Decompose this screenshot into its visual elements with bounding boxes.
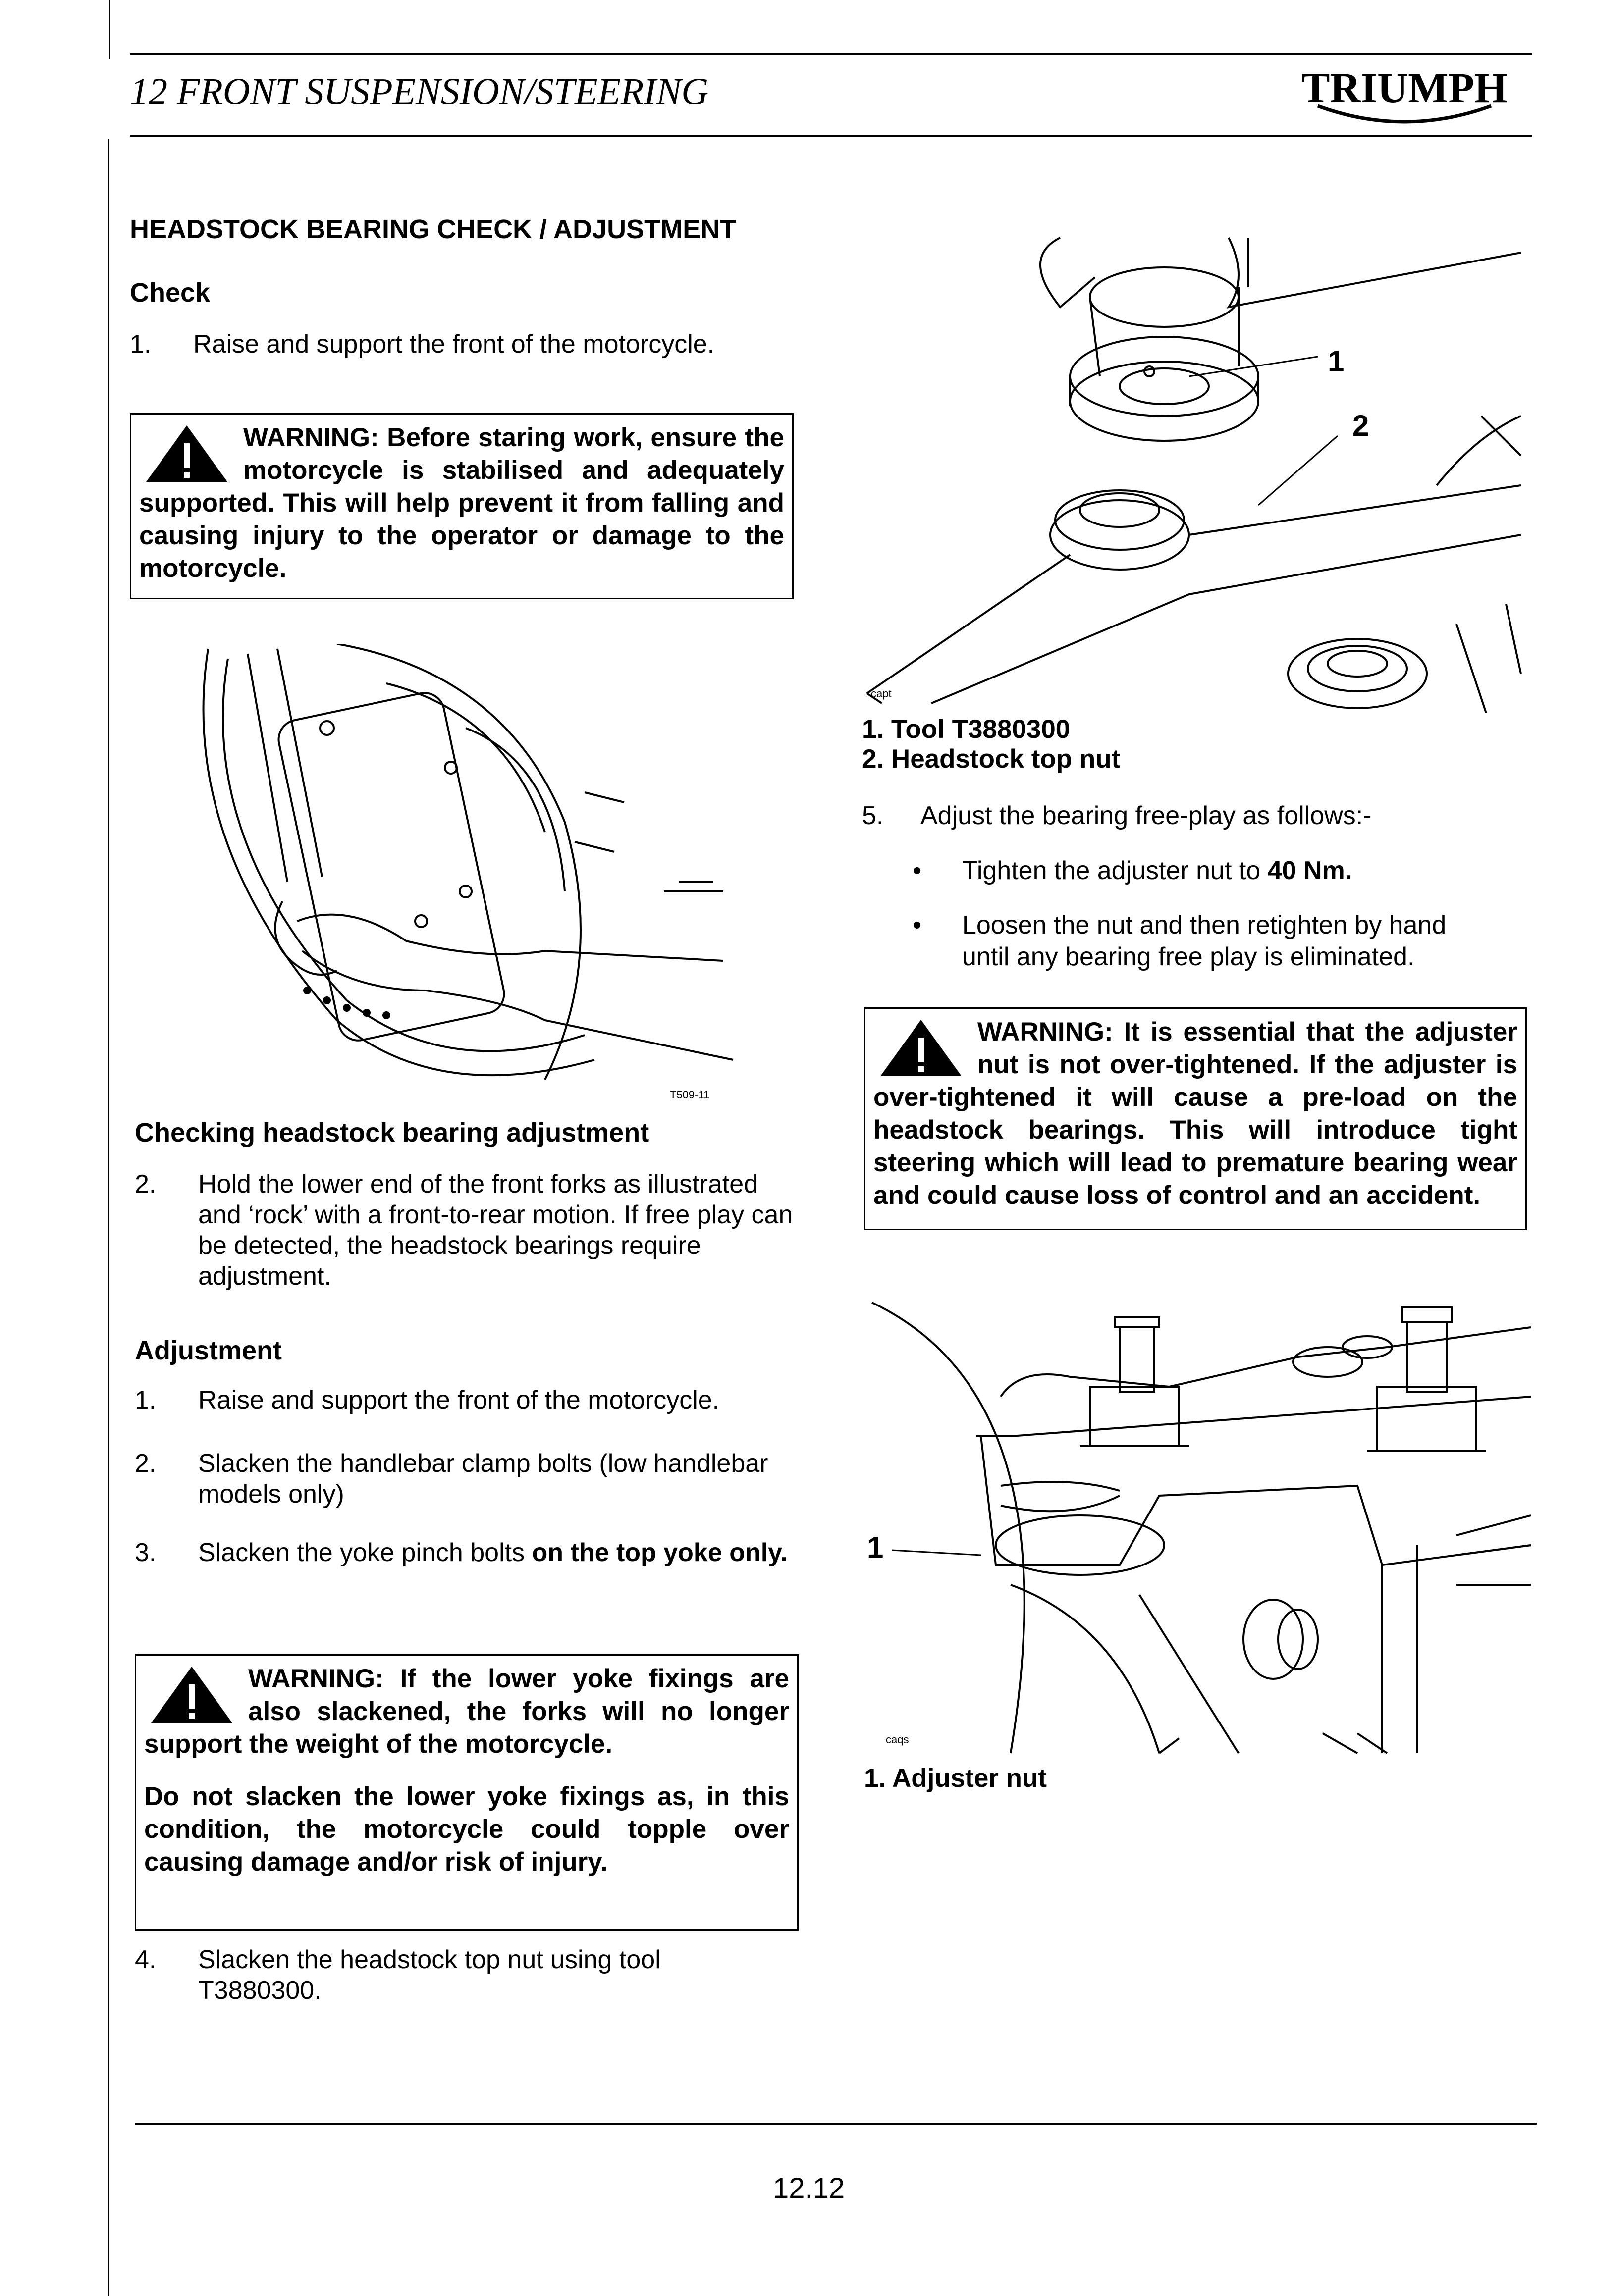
step-number: 3. <box>135 1538 157 1567</box>
warning-adjuster <box>864 1007 1527 1230</box>
tool-legend-2: 2. Headstock top nut <box>862 744 1121 774</box>
warning-triangle-icon <box>873 1018 972 1078</box>
tool-legend-1: 1. Tool T3880300 <box>862 715 1071 744</box>
fork-figure-caption: Checking headstock bearing adjustment <box>135 1118 649 1148</box>
step-number: 2. <box>135 1449 157 1478</box>
bullet-text: Tighten the adjuster nut to <box>962 856 1268 885</box>
footer-rule <box>135 2123 1537 2125</box>
triumph-logo <box>1288 63 1521 133</box>
logo-text: TRIUMPH <box>1301 64 1508 111</box>
section-title: HEADSTOCK BEARING CHECK / ADJUSTMENT <box>130 214 737 244</box>
warning-text: Do not slacken the lower yoke fixings as, in this condition, the motorcycle could topple over causing damage and/or risk of injury. <box>144 1782 789 1877</box>
step-text: Adjust the bearing free-play as follows:- <box>920 801 1372 830</box>
nut-legend: 1. Adjuster nut <box>864 1764 1047 1793</box>
warning-triangle-icon <box>144 1665 243 1725</box>
page-number: 12.12 <box>773 2172 845 2204</box>
header-bottom-rule <box>130 135 1532 137</box>
header-top-rule <box>130 53 1532 55</box>
step-number: 1. <box>135 1386 157 1414</box>
adjustment-heading: Adjustment <box>135 1336 282 1365</box>
callout-1: 1 <box>1328 345 1345 378</box>
step-text: Slacken the headstock top nut using tool T3880300. <box>198 1945 661 2005</box>
step-text: Hold the lower end of the front forks as illustrated and ‘rock’ with a front-to-rear motion. If free play can be detected, the headstock bearings require adjustment. <box>198 1170 793 1291</box>
warning-triangle-icon <box>139 423 238 484</box>
binding-mark <box>108 139 109 2296</box>
warning-text: WARNING: Before staring work, ensure the motorcycle is stabilised and adequately supported. This will help prevent it from falling and causing injury to the operator or damage to the motorcycle. <box>139 423 784 583</box>
chapter-title: 12 FRONT SUSPENSION/STEERING <box>130 71 709 112</box>
fork-rocking-illustration <box>188 644 743 1119</box>
adjuster-nut-illustration <box>862 1288 1536 1763</box>
tool-headstock-illustration <box>862 228 1526 713</box>
step-text: Slacken the handlebar clamp bolts (low handlebar models only) <box>198 1449 768 1509</box>
warning-stabilise <box>130 413 794 599</box>
step-number: 4. <box>135 1945 157 1974</box>
nut-figure-code: caqs <box>886 1733 909 1746</box>
step-text-emphasis: on the top yoke only. <box>532 1538 788 1567</box>
torque-value: 40 Nm. <box>1267 856 1352 885</box>
step-number: 5. <box>862 801 884 830</box>
step-number: 1. <box>130 330 152 359</box>
binding-mark <box>109 0 110 59</box>
step-text: Slacken the yoke pinch bolts <box>198 1538 532 1567</box>
step-number: 2. <box>135 1170 157 1199</box>
bullet-text: Loosen the nut and then retighten by hand until any bearing free play is eliminated. <box>962 911 1447 971</box>
callout-1: 1 <box>867 1531 884 1564</box>
warning-text: WARNING: If the lower yoke fixings are also slackened, the forks will no longer support the weight of the motorcycle. <box>144 1664 789 1759</box>
step-text: Raise and support the front of the motorcycle. <box>193 330 715 359</box>
step-text: Raise and support the front of the motorcycle. <box>198 1386 720 1414</box>
check-heading: Check <box>130 278 211 308</box>
callout-2: 2 <box>1352 409 1369 442</box>
warning-text: WARNING: It is essential that the adjuster nut is not over-tightened. If the adjuster is over-tightened it will cause a pre-load on the headstock bearings. This will introduce tight steering which will lead to premature bearing wear and could cause loss of control and an accident. <box>873 1017 1517 1210</box>
fork-figure-code: T509-11 <box>670 1089 710 1101</box>
tool-figure-code: capt <box>871 687 892 700</box>
warning-lower-yoke <box>135 1654 799 1931</box>
